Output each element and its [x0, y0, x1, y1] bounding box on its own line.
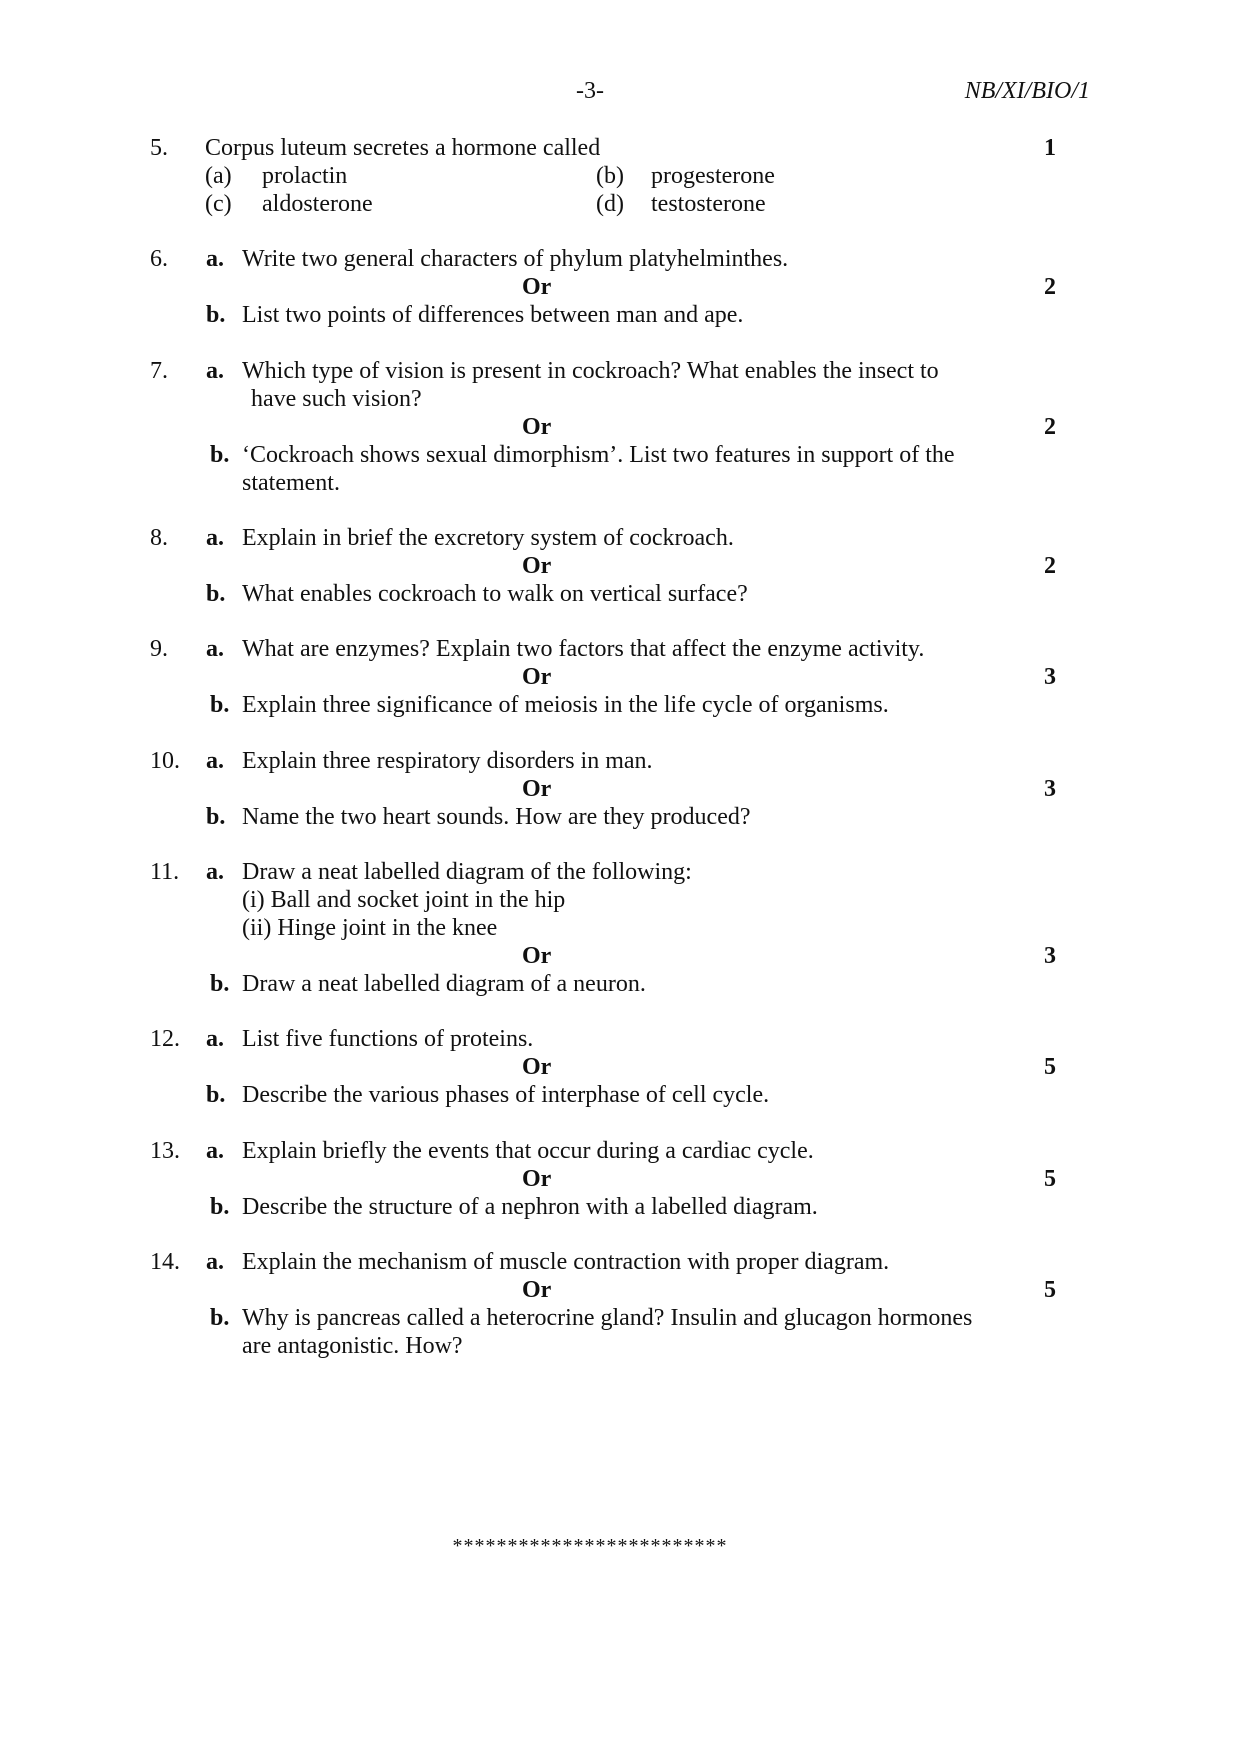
- sub-label-b: b.: [210, 442, 230, 468]
- sub-label-a: a.: [206, 859, 224, 885]
- question-marks: 1: [1044, 135, 1056, 161]
- question-marks: 5: [1044, 1054, 1056, 1080]
- question-marks: 3: [1044, 664, 1056, 690]
- part-a-text: Which type of vision is present in cockroach? What enables the insect to: [242, 358, 939, 384]
- or-label: Or: [522, 1277, 552, 1303]
- or-label: Or: [522, 664, 552, 690]
- sub-label-a: a.: [206, 246, 224, 272]
- option-label: (d): [596, 191, 624, 217]
- part-a-text: (ii) Hinge joint in the knee: [242, 915, 498, 941]
- question-marks: 2: [1044, 553, 1056, 579]
- or-label: Or: [522, 1054, 552, 1080]
- or-label: Or: [522, 414, 552, 440]
- part-b-text: List two points of differences between man and ape.: [242, 302, 744, 328]
- part-b-text: Draw a neat labelled diagram of a neuron.: [242, 971, 646, 997]
- part-a-text: Write two general characters of phylum platyhelminthes.: [242, 246, 789, 272]
- part-b-text: Explain three significance of meiosis in the life cycle of organisms.: [242, 692, 889, 718]
- sub-label-b: b.: [210, 971, 230, 997]
- sub-label-a: a.: [206, 1026, 224, 1052]
- part-b-text: statement.: [242, 470, 340, 496]
- or-label: Or: [522, 553, 552, 579]
- question-number: 10.: [150, 748, 180, 774]
- page-number: -3-: [576, 78, 604, 104]
- sub-label-b: b.: [210, 692, 230, 718]
- option-text: testosterone: [651, 191, 766, 217]
- sub-label-b: b.: [206, 302, 226, 328]
- option-text: progesterone: [651, 163, 775, 189]
- part-a-text: Explain briefly the events that occur during a cardiac cycle.: [242, 1138, 814, 1164]
- part-a-text: have such vision?: [251, 386, 422, 412]
- sub-label-b: b.: [206, 581, 226, 607]
- part-b-text: Describe the various phases of interphase of cell cycle.: [242, 1082, 770, 1108]
- paper-code: NB/XI/BIO/1: [964, 78, 1090, 104]
- question-number: 12.: [150, 1026, 180, 1052]
- part-b-text: are antagonistic. How?: [242, 1333, 463, 1359]
- question-marks: 3: [1044, 943, 1056, 969]
- option-text: prolactin: [262, 163, 348, 189]
- sub-label-b: b.: [210, 1194, 230, 1220]
- sub-label-a: a.: [206, 1249, 224, 1275]
- part-b-text: Describe the structure of a nephron with a labelled diagram.: [242, 1194, 818, 1220]
- sub-label-a: a.: [206, 748, 224, 774]
- sub-label-b: b.: [206, 804, 226, 830]
- part-a-text: Explain in brief the excretory system of cockroach.: [242, 525, 734, 551]
- sub-label-a: a.: [206, 525, 224, 551]
- or-label: Or: [522, 943, 552, 969]
- question-marks: 5: [1044, 1277, 1056, 1303]
- question-number: 9.: [150, 636, 168, 662]
- part-a-text: (i) Ball and socket joint in the hip: [242, 887, 566, 913]
- part-b-text: Why is pancreas called a heterocrine gland? Insulin and glucagon hormones: [242, 1305, 973, 1331]
- sub-label-a: a.: [206, 358, 224, 384]
- question-number: 7.: [150, 358, 168, 384]
- sub-label-b: b.: [206, 1082, 226, 1108]
- part-a-text: List five functions of proteins.: [242, 1026, 534, 1052]
- question-number: 13.: [150, 1138, 180, 1164]
- part-a-text: Explain the mechanism of muscle contraction with proper diagram.: [242, 1249, 890, 1275]
- question-number: 6.: [150, 246, 168, 272]
- question-marks: 2: [1044, 274, 1056, 300]
- question-marks: 3: [1044, 776, 1056, 802]
- part-b-text: Name the two heart sounds. How are they produced?: [242, 804, 751, 830]
- part-b-text: What enables cockroach to walk on vertical surface?: [242, 581, 748, 607]
- option-label: (b): [596, 163, 624, 189]
- or-label: Or: [522, 776, 552, 802]
- end-of-paper-stars: *************************: [452, 1535, 728, 1557]
- question-number: 8.: [150, 525, 168, 551]
- question-marks: 5: [1044, 1166, 1056, 1192]
- question-number: 5.: [150, 135, 168, 161]
- sub-label-a: a.: [206, 636, 224, 662]
- question-number: 14.: [150, 1249, 180, 1275]
- sub-label-b: b.: [210, 1305, 230, 1331]
- question-marks: 2: [1044, 414, 1056, 440]
- or-label: Or: [522, 1166, 552, 1192]
- option-label: (a): [205, 163, 232, 189]
- part-a-text: Explain three respiratory disorders in man.: [242, 748, 653, 774]
- option-label: (c): [205, 191, 232, 217]
- or-label: Or: [522, 274, 552, 300]
- option-text: aldosterone: [262, 191, 373, 217]
- question-number: 11.: [150, 859, 180, 885]
- part-b-text: ‘Cockroach shows sexual dimorphism’. List two features in support of the: [242, 442, 955, 468]
- part-a-text: What are enzymes? Explain two factors that affect the enzyme activity.: [242, 636, 925, 662]
- question-text: Corpus luteum secretes a hormone called: [205, 135, 601, 161]
- part-a-text: Draw a neat labelled diagram of the following:: [242, 859, 692, 885]
- sub-label-a: a.: [206, 1138, 224, 1164]
